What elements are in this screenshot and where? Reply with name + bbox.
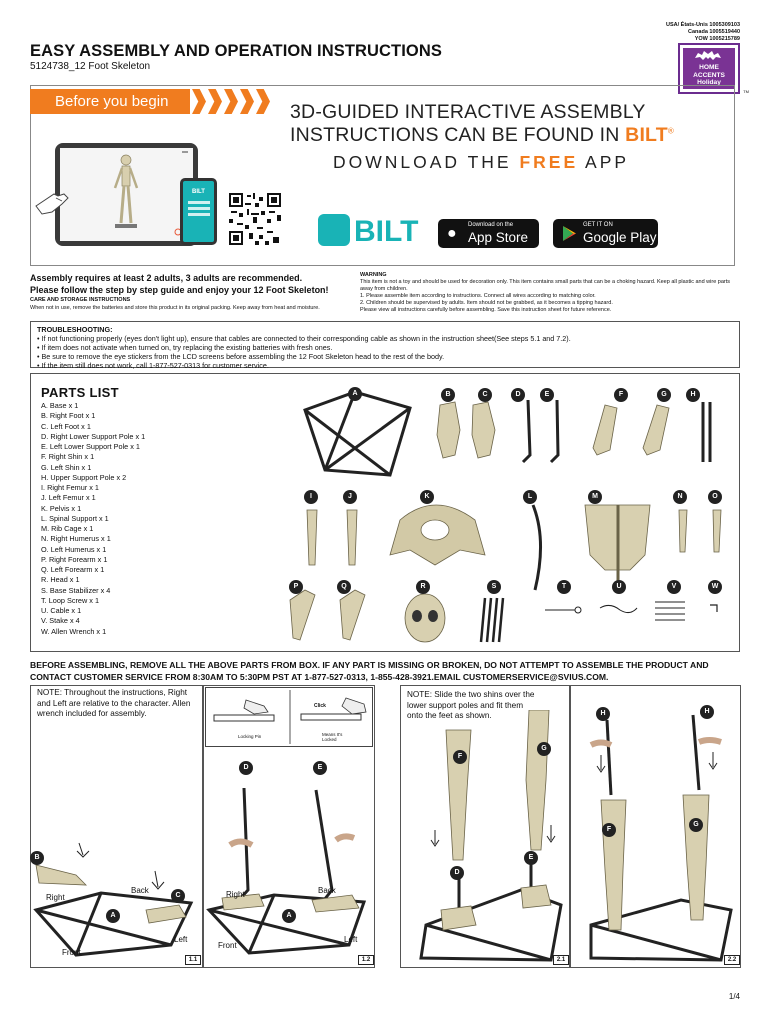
part-marker: L [523, 490, 537, 504]
loop-screw-image [545, 607, 581, 613]
troubleshooting-item: • If item does not activate when turned on, try replacing the existing batteries with fresh ones. [37, 343, 333, 352]
phone-bilt-label: BILT [192, 189, 205, 195]
chevron-icon [240, 89, 254, 114]
page-number: 1/4 [728, 992, 740, 1001]
part-item: L. Spinal Support x 1 [41, 513, 109, 523]
label-right: Right [46, 893, 65, 902]
troubleshooting-box [30, 321, 740, 368]
label-right: Right [226, 890, 245, 899]
part-marker: G [657, 388, 671, 402]
part-marker: A [348, 387, 362, 401]
part-item: D. Right Lower Support Pole x 1 [41, 431, 146, 441]
part-marker: S [487, 580, 501, 594]
step-2-2-diagram [571, 700, 740, 967]
document-subtitle: 5124738_12 Foot Skeleton [30, 61, 151, 72]
part-item: V. Stake x 4 [41, 616, 80, 626]
step-marker: C [171, 889, 185, 903]
part-marker: H [686, 388, 700, 402]
part-marker: Q [337, 580, 351, 594]
part-marker: J [343, 490, 357, 504]
part-item: N. Right Humerus x 1 [41, 534, 111, 544]
label-left: Left [174, 935, 188, 944]
part-item: Q. Left Forearm x 1 [41, 565, 105, 574]
part-marker: F [614, 388, 628, 402]
step-marker: D [450, 866, 464, 880]
base-frame-image [305, 392, 410, 475]
chevron-icon [192, 89, 206, 114]
lower-poles-image [523, 400, 558, 462]
part-item: C. Left Foot x 1 [41, 421, 91, 431]
part-item: F. Right Shin x 1 [41, 452, 95, 462]
document-title: EASY ASSEMBLY AND OPERATION INSTRUCTIONS [30, 42, 442, 60]
label-back: Back [318, 886, 336, 895]
step-number: 1.1 [185, 955, 201, 965]
product-codes [666, 22, 740, 43]
part-item: E. Left Lower Support Pole x 1 [41, 442, 140, 451]
part-marker: K [420, 490, 434, 504]
assembly-requirements: Assembly requires at least 2 adults, 3 adults are recommended. Please follow the step by step guide and enjoy your 12 Foot Skeleton! [30, 273, 329, 295]
bilt-headline-line1: 3D-GUIDED INTERACTIVE ASSEMBLY [290, 101, 646, 123]
step-marker: D [239, 761, 253, 775]
step-marker: H [596, 707, 610, 721]
part-marker: R [416, 580, 430, 594]
part-item: G. Left Shin x 1 [41, 462, 92, 472]
cable-image [600, 605, 637, 612]
part-marker: E [540, 388, 554, 402]
tablet-illustration [55, 143, 198, 246]
code-yow: YOW 1005215789 [694, 36, 740, 42]
step-marker: G [689, 818, 703, 832]
code-canada: Canada 1005519440 [688, 29, 740, 35]
bat-icon [695, 51, 721, 61]
part-item: T. Loop Screw x 1 [41, 595, 99, 605]
troubleshooting-item: • Be sure to remove the eye stickers from the LCD screens before assembling the 12 Foot Skeleton head to the rest of the body. [37, 352, 445, 361]
part-item: B. Right Foot x 1 [41, 411, 96, 421]
download-free-app-text: DOWNLOAD THE FREE APP [333, 152, 630, 172]
apple-icon: ● [447, 225, 457, 242]
step-marker: E [524, 851, 538, 865]
parts-list-title: PARTS LIST [41, 385, 119, 400]
humerus-image [679, 510, 721, 552]
step-marker: B [30, 851, 44, 865]
warning-heading: WARNING [360, 272, 387, 278]
app-store-button[interactable]: ● Download on the App Store [438, 219, 539, 248]
part-marker: V [667, 580, 681, 594]
part-item: O. Left Humerus x 1 [41, 544, 107, 554]
step-marker: A [106, 909, 120, 923]
parts-illustration [285, 380, 735, 650]
part-item: H. Upper Support Pole x 2 [41, 472, 127, 482]
part-marker: U [612, 580, 626, 594]
part-item: S. Base Stabilizer x 4 [41, 585, 111, 595]
spinal-support-image [533, 505, 541, 590]
locking-pin-label: Locking Pin [238, 734, 262, 739]
note-left-right: NOTE: Throughout the instructions, Right and Left are relative to the character. Allen wrench included for assembly. [37, 688, 191, 718]
google-play-icon [562, 225, 578, 242]
step-number: 2.1 [553, 955, 569, 965]
before-you-begin-banner [30, 89, 256, 114]
hand-pointer-icon [34, 190, 70, 216]
allen-wrench-image [710, 605, 717, 612]
step-number: 2.2 [724, 955, 740, 965]
pelvis-image [390, 505, 485, 565]
part-item: I. Right Femur x 1 [41, 483, 99, 492]
part-marker: P [289, 580, 303, 594]
logo-line-accents: ACCENTS [693, 71, 725, 79]
part-item: J. Left Femur x 1 [41, 493, 96, 503]
step-marker: F [453, 750, 467, 764]
shins-image [593, 405, 669, 455]
warning-body: This item is not a toy and should be used for decoration only. This item contains small parts that can be a choking hazard. Keep all plastic and wire parts away from children. 1. Please assemble item according to instructions. Connect all wires according to matching color. 2. Children should be supervised by adults. Item should not be grabbed, as it becomes a tipping hazard. Please view all instructions carefully before assembling. Save this instruction sheet for future reference. [360, 279, 731, 313]
part-item: W. Allen Wrench x 1 [41, 626, 107, 636]
troubleshooting-heading: TROUBLESHOOTING: [37, 325, 113, 334]
part-marker: O [708, 490, 722, 504]
skeleton-figure-image [60, 148, 193, 241]
care-body: When not in use, remove the batteries and store this product in its original packing. Keep away from heat and moisture. [30, 305, 320, 311]
femurs-image [307, 510, 357, 565]
locking-pin-inset [205, 687, 373, 747]
part-item: R. Head x 1 [41, 575, 80, 585]
google-play-button[interactable]: GET IT ON Google Play [553, 219, 658, 248]
part-marker: I [304, 490, 318, 504]
bilt-headline-line2: INSTRUCTIONS CAN BE FOUND IN BILT® [290, 124, 674, 146]
logo-tm: TM [743, 89, 749, 94]
label-left: Left [344, 935, 358, 944]
part-marker: M [588, 490, 602, 504]
before-you-begin-label: Before you begin [30, 89, 190, 114]
part-marker: B [441, 388, 455, 402]
step-marker: F [602, 823, 616, 837]
care-heading: CARE AND STORAGE INSTRUCTIONS [30, 297, 131, 303]
label-front: Front [218, 941, 237, 950]
note-slide-shins: NOTE: Slide the two shins over the lower support poles and fit them onto the feet as shown. [407, 690, 535, 720]
troubleshooting-item: • If not functioning properly (eyes don't light up), ensure that cables are connected to their corresponding cable as shown in the instruction sheet(See steps 5.1 and 7.2). [37, 334, 571, 343]
part-item: A. Base x 1 [41, 401, 79, 410]
part-marker: C [478, 388, 492, 402]
troubleshooting-item: • If the item still does not work, call 1-877-527-0313 for customer service. [37, 361, 269, 370]
chevron-icon [208, 89, 222, 114]
logo-line-holiday: Holiday [697, 79, 721, 86]
click-label: Click [314, 703, 326, 709]
locked-label: Means It's Locked [322, 732, 343, 742]
step-number: 1.2 [358, 955, 374, 965]
bilt-inline-brand: BILT [625, 124, 668, 146]
part-item: U. Cable x 1 [41, 606, 82, 615]
logo-line-home: HOME [699, 64, 719, 71]
label-front: Front [62, 948, 81, 957]
bilt-logo[interactable]: BILT [318, 214, 428, 250]
step-marker: H [700, 705, 714, 719]
stabilizers-image [481, 598, 503, 642]
part-item: M. Rib Cage x 1 [41, 524, 94, 533]
chevron-icon [224, 89, 238, 114]
part-marker: T [557, 580, 571, 594]
stakes-image [655, 602, 685, 620]
part-marker: N [673, 490, 687, 504]
part-marker: D [511, 388, 525, 402]
head-image [405, 594, 445, 642]
label-back: Back [131, 886, 149, 895]
part-marker: W [708, 580, 722, 594]
before-assembling-warning: BEFORE ASSEMBLING, REMOVE ALL THE ABOVE PARTS FROM BOX. IF ANY PART IS MISSING OR BROKEN, DO NOT ATTEMPT TO ASSEMBLE THE PRODUCT AND CONTACT CUSTOMER SERVICE FROM 8:30AM TO 5:30PM PST AT 1-877-527-0313, 1-855-428-3921.EMAIL CUSTOMERSERVICE@SVIUS.COM. [30, 660, 709, 682]
part-item: P. Right Forearm x 1 [41, 554, 108, 564]
bilt-app-icon [318, 214, 350, 246]
upper-poles-image [703, 402, 710, 462]
qr-code-icon[interactable] [229, 193, 281, 245]
step-marker: A [282, 909, 296, 923]
phone-illustration [180, 178, 217, 245]
step-marker: G [537, 742, 551, 756]
feet-image [437, 402, 495, 458]
parts-list [41, 401, 145, 637]
part-item: K. Pelvis x 1 [41, 503, 82, 513]
forearms-image [290, 590, 365, 640]
rib-cage-image [585, 505, 650, 585]
step-marker: E [313, 761, 327, 775]
code-usa: USA/ États-Unis 1005309103 [666, 22, 740, 28]
